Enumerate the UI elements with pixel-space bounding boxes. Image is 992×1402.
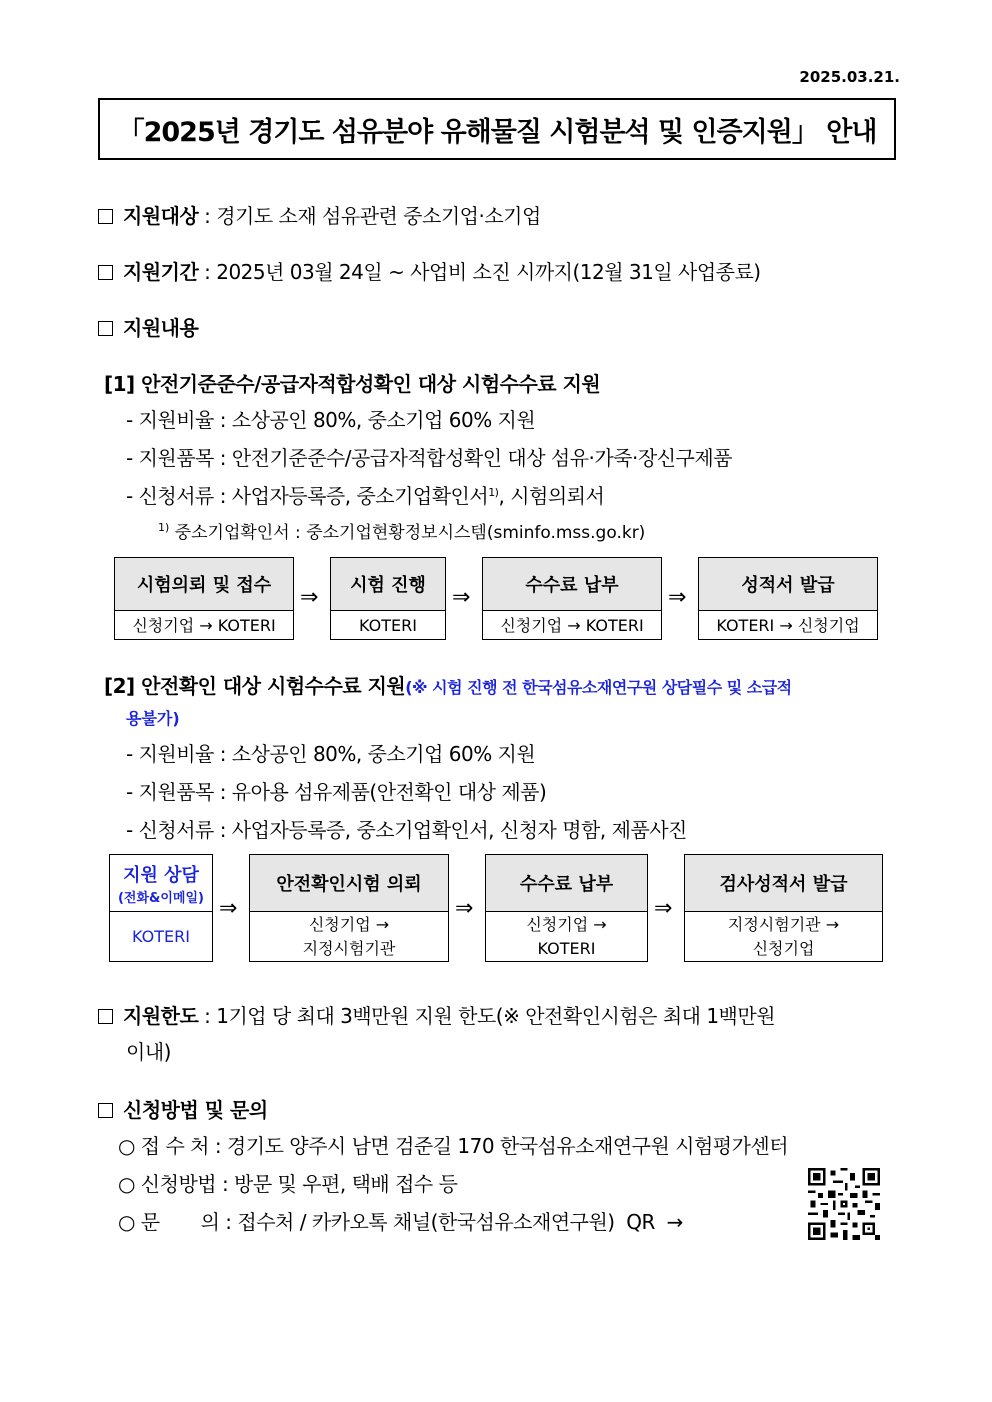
flow2-consult-title: 지원 상담 bbox=[123, 864, 199, 886]
flow2-step-request bbox=[249, 854, 449, 962]
support-period-label: 지원기간 bbox=[123, 260, 199, 284]
flow2-step-body: KOTERI bbox=[132, 927, 190, 946]
flow1-step-request bbox=[114, 557, 294, 640]
flow1-step-body: 신청기업 → KOTERI bbox=[500, 615, 644, 635]
section2-item-ratio: - 지원비율 : 소상공인 80%, 중소기업 60% 지원 bbox=[126, 742, 536, 766]
support-limit-cont: 이내) bbox=[126, 1040, 171, 1064]
flow2-step-body: 신청기업 → 지정시험기관 bbox=[302, 915, 396, 958]
document-date: 2025.03.21. bbox=[799, 68, 900, 86]
footnote-marker: 1) bbox=[158, 521, 170, 534]
flow1-step-report bbox=[698, 557, 878, 640]
apply-method-label: 신청방법 및 문의 bbox=[123, 1098, 268, 1122]
section2-item-documents: - 신청서류 : 사업자등록증, 중소기업확인서, 신청자 명함, 제품사진 bbox=[126, 818, 687, 842]
support-period bbox=[98, 256, 761, 285]
flow2-step-payment bbox=[485, 854, 648, 962]
section2-item-products: - 지원품목 : 유아용 섬유제품(안전확인 대상 제품) bbox=[126, 780, 547, 804]
flow-arrow-icon: ⇒ bbox=[219, 896, 238, 921]
support-target-text: : 경기도 소재 섬유관련 중소기업·소기업 bbox=[198, 204, 541, 228]
section1-footnote bbox=[158, 518, 645, 543]
checkbox-square-icon bbox=[98, 1009, 113, 1024]
flow1-step-head: 시험의뢰 및 접수 bbox=[115, 558, 293, 611]
flow1-step-body: 신청기업 → KOTERI bbox=[132, 615, 276, 635]
flow-arrow-icon: ⇒ bbox=[668, 585, 687, 610]
flow2-step-head: 검사성적서 발급 bbox=[685, 855, 882, 912]
flow1-step-body: KOTERI bbox=[359, 615, 417, 635]
flow2-step-head bbox=[110, 855, 212, 912]
flow1-step-head: 수수료 납부 bbox=[483, 558, 661, 611]
qr-code-icon[interactable] bbox=[808, 1168, 880, 1240]
flow1-step-test bbox=[330, 557, 446, 640]
flow-arrow-icon: ⇒ bbox=[654, 896, 673, 921]
apply-item-inquiry: ○ 문 의 : 접수처 / 카카오톡 채널(한국섬유소재연구원) QR → bbox=[118, 1210, 683, 1234]
section2-heading: [2] 안전확인 대상 시험수수료 지원 bbox=[104, 674, 406, 698]
flow1-step-payment bbox=[482, 557, 662, 640]
support-limit-text: : 1기업 당 최대 3백만원 지원 한도(※ 안전확인시험은 최대 1백만원 bbox=[198, 1004, 776, 1028]
section1-item-ratio: - 지원비율 : 소상공인 80%, 중소기업 60% 지원 bbox=[126, 408, 536, 432]
flow-arrow-icon: ⇒ bbox=[455, 896, 474, 921]
support-limit bbox=[98, 1000, 775, 1029]
apply-item-office: ○ 접 수 처 : 경기도 양주시 남면 검준길 170 한국섬유소재연구원 시험평가센터 bbox=[118, 1134, 789, 1158]
flow1-step-head: 시험 진행 bbox=[331, 558, 445, 611]
support-limit-label: 지원한도 bbox=[123, 1004, 199, 1028]
flow2-step-body: 지정시험기관 → 신청기업 bbox=[727, 915, 840, 958]
checkbox-square-icon bbox=[98, 265, 113, 280]
footnote-marker: 1) bbox=[488, 486, 499, 499]
flow-arrow-icon: ⇒ bbox=[300, 585, 319, 610]
flow2-step-head: 수수료 납부 bbox=[486, 855, 647, 912]
flow2-consult-sub: (전화&이메일) bbox=[117, 890, 204, 906]
checkbox-square-icon bbox=[98, 209, 113, 224]
footnote-text: 중소기업확인서 : 중소기업현황정보시스템(sminfo.mss.go.kr) bbox=[169, 523, 646, 543]
flow2-step-head: 안전확인시험 의뢰 bbox=[250, 855, 448, 912]
section1-item-documents bbox=[126, 480, 604, 509]
flow-arrow-icon: ⇒ bbox=[452, 585, 471, 610]
section1-documents-text: - 신청서류 : 사업자등록증, 중소기업확인서 bbox=[126, 484, 489, 508]
checkbox-square-icon bbox=[98, 1103, 113, 1118]
support-content-label: 지원내용 bbox=[123, 316, 199, 340]
flow2-step-consult bbox=[109, 854, 213, 962]
section2-heading-line bbox=[104, 670, 792, 699]
section1-item-products: - 지원품목 : 안전기준준수/공급자적합성확인 대상 섬유·가죽·장신구제품 bbox=[126, 446, 732, 470]
flow1-step-body: KOTERI → 신청기업 bbox=[716, 615, 860, 635]
flow2-step-report bbox=[684, 854, 883, 962]
section2-notice-cont: 용불가) bbox=[126, 709, 180, 728]
flow2-step-body: 신청기업 → KOTERI bbox=[526, 915, 607, 958]
document-title: 「2025년 경기도 섬유분야 유해물질 시험분석 및 인증지원」 안내 bbox=[98, 98, 896, 160]
section1-documents-tail: , 시험의뢰서 bbox=[498, 484, 605, 508]
section2-notice: (※ 시험 진행 전 한국섬유소재연구원 상담필수 및 소급적 bbox=[405, 678, 792, 697]
support-period-text: : 2025년 03월 24일 ~ 사업비 소진 시까지(12월 31일 사업종료) bbox=[198, 260, 761, 284]
apply-method bbox=[98, 1094, 268, 1123]
support-target-label: 지원대상 bbox=[123, 204, 199, 228]
section1-heading: [1] 안전기준준수/공급자적합성확인 대상 시험수수료 지원 bbox=[104, 372, 601, 396]
support-target bbox=[98, 200, 541, 229]
checkbox-square-icon bbox=[98, 321, 113, 336]
support-content bbox=[98, 312, 198, 341]
flow1-step-head: 성적서 발급 bbox=[699, 558, 877, 611]
apply-item-method: ○ 신청방법 : 방문 및 우편, 택배 접수 등 bbox=[118, 1172, 458, 1196]
